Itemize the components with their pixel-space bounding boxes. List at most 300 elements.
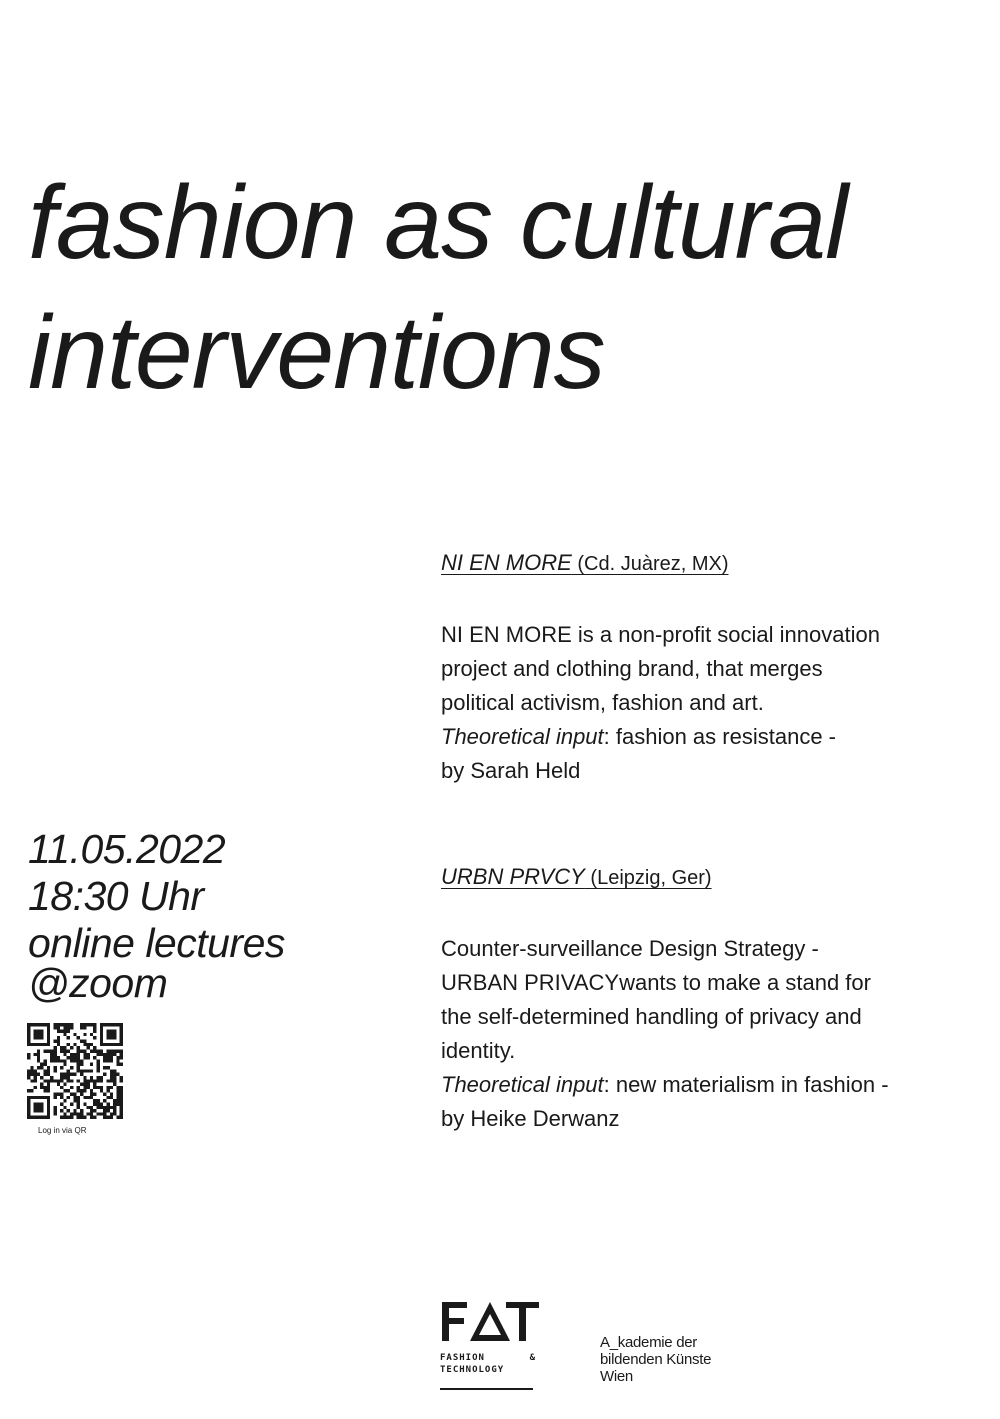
- qr-module: [77, 1112, 80, 1115]
- qr-module: [30, 1079, 33, 1082]
- qr-module: [73, 1056, 76, 1059]
- qr-module: [103, 1112, 106, 1115]
- qr-module: [110, 1059, 113, 1062]
- qr-module: [77, 1056, 80, 1059]
- description-line: identity.: [441, 1038, 516, 1063]
- qr-module: [30, 1023, 33, 1026]
- project-heading: [441, 860, 981, 895]
- akademie-line-2: bildenden Künste: [600, 1351, 712, 1368]
- qr-module: [50, 1076, 53, 1079]
- qr-module: [87, 1043, 90, 1046]
- speaker: by Heike Derwanz: [441, 1106, 620, 1131]
- qr-module: [120, 1112, 123, 1115]
- qr-module: [116, 1049, 119, 1052]
- qr-module: [97, 1063, 100, 1066]
- qr-module: [100, 1030, 103, 1033]
- qr-module: [103, 1023, 106, 1026]
- qr-module: [83, 1076, 86, 1079]
- qr-module: [27, 1043, 30, 1046]
- qr-module: [110, 1079, 113, 1082]
- project-location: (Cd. Juàrez, MX): [571, 553, 729, 575]
- event-format: online lectures: [28, 920, 285, 966]
- qr-module: [83, 1096, 86, 1099]
- qr-module: [47, 1099, 50, 1102]
- theoretical-input: [441, 1068, 981, 1102]
- qr-module: [67, 1076, 70, 1079]
- qr-module: [116, 1063, 119, 1066]
- qr-module: [63, 1023, 66, 1026]
- qr-module: [80, 1063, 83, 1066]
- qr-module: [120, 1116, 123, 1119]
- qr-module: [90, 1109, 93, 1112]
- qr-module: [97, 1049, 100, 1052]
- theoretical-input-text: : fashion as resistance -: [603, 724, 836, 749]
- qr-module: [93, 1109, 96, 1112]
- qr-module: [120, 1109, 123, 1112]
- qr-module: [116, 1086, 119, 1089]
- qr-module: [67, 1026, 70, 1029]
- qr-module: [60, 1066, 63, 1069]
- qr-module: [113, 1069, 116, 1072]
- qr-module: [77, 1096, 80, 1099]
- qr-module: [67, 1116, 70, 1119]
- qr-module: [60, 1059, 63, 1062]
- qr-module: [27, 1053, 30, 1056]
- qr-module: [103, 1053, 106, 1056]
- qr-module: [113, 1083, 116, 1086]
- qr-module: [47, 1023, 50, 1026]
- qr-module: [70, 1102, 73, 1105]
- qr-module: [80, 1083, 83, 1086]
- qr-module: [83, 1102, 86, 1105]
- qr-module: [47, 1066, 50, 1069]
- qr-module: [116, 1102, 119, 1105]
- qr-module: [44, 1079, 47, 1082]
- qr-module: [113, 1023, 116, 1026]
- qr-module: [53, 1079, 56, 1082]
- qr-module: [106, 1086, 109, 1089]
- qr-module: [73, 1059, 76, 1062]
- title-line-2: interventions: [28, 295, 605, 411]
- qr-module: [106, 1102, 109, 1105]
- qr-module: [90, 1106, 93, 1109]
- qr-module: [34, 1086, 37, 1089]
- qr-module: [50, 1079, 53, 1082]
- qr-module: [93, 1056, 96, 1059]
- description-line: project and clothing brand, that merges: [441, 656, 823, 681]
- qr-module: [27, 1106, 30, 1109]
- qr-module: [27, 1069, 30, 1072]
- qr-module: [37, 1036, 40, 1039]
- qr-module: [120, 1063, 123, 1066]
- qr-module: [67, 1069, 70, 1072]
- qr-module: [93, 1046, 96, 1049]
- qr-module: [30, 1069, 33, 1072]
- qr-module: [34, 1030, 37, 1033]
- qr-module: [97, 1076, 100, 1079]
- qr-module: [40, 1116, 43, 1119]
- qr-module: [37, 1066, 40, 1069]
- qr-module: [110, 1069, 113, 1072]
- qr-module: [80, 1026, 83, 1029]
- qr-module: [67, 1023, 70, 1026]
- qr-module: [70, 1093, 73, 1096]
- qr-module: [34, 1109, 37, 1112]
- qr-module: [93, 1099, 96, 1102]
- qr-module: [116, 1056, 119, 1059]
- qr-module: [97, 1106, 100, 1109]
- qr-module: [106, 1059, 109, 1062]
- qr-module: [83, 1089, 86, 1092]
- qr-module: [110, 1036, 113, 1039]
- qr-module: [27, 1109, 30, 1112]
- qr-module: [63, 1083, 66, 1086]
- qr-module: [90, 1043, 93, 1046]
- qr-module: [100, 1033, 103, 1036]
- fat-logo-mark: [440, 1298, 540, 1344]
- qr-module: [120, 1056, 123, 1059]
- qr-module: [116, 1073, 119, 1076]
- qr-module: [60, 1046, 63, 1049]
- qr-module: [57, 1023, 60, 1026]
- qr-module: [67, 1096, 70, 1099]
- qr-module: [103, 1116, 106, 1119]
- qr-module: [63, 1053, 66, 1056]
- qr-module: [40, 1086, 43, 1089]
- qr-module: [63, 1076, 66, 1079]
- qr-module: [87, 1053, 90, 1056]
- qr-module: [77, 1099, 80, 1102]
- qr-module: [80, 1069, 83, 1072]
- qr-module: [110, 1116, 113, 1119]
- qr-module: [90, 1089, 93, 1092]
- qr-module: [93, 1083, 96, 1086]
- qr-module: [67, 1043, 70, 1046]
- qr-module: [60, 1102, 63, 1105]
- qr-module: [77, 1086, 80, 1089]
- qr-module: [113, 1053, 116, 1056]
- qr-module: [120, 1026, 123, 1029]
- qr-module: [110, 1043, 113, 1046]
- qr-module: [110, 1033, 113, 1036]
- qr-module: [77, 1102, 80, 1105]
- qr-module: [44, 1063, 47, 1066]
- qr-module: [83, 1083, 86, 1086]
- qr-module: [110, 1053, 113, 1056]
- qr-module: [60, 1030, 63, 1033]
- qr-module: [34, 1073, 37, 1076]
- qr-module: [90, 1112, 93, 1115]
- project-location: (Leipzig, Ger): [584, 867, 712, 889]
- qr-module: [97, 1069, 100, 1072]
- qr-module: [30, 1043, 33, 1046]
- qr-module: [77, 1036, 80, 1039]
- qr-module: [63, 1073, 66, 1076]
- qr-module: [80, 1049, 83, 1052]
- qr-module: [67, 1109, 70, 1112]
- qr-module: [37, 1033, 40, 1036]
- qr-module: [83, 1116, 86, 1119]
- qr-module: [73, 1073, 76, 1076]
- qr-module: [120, 1089, 123, 1092]
- qr-module: [47, 1079, 50, 1082]
- qr-module: [57, 1043, 60, 1046]
- qr-module: [110, 1049, 113, 1052]
- qr-module: [90, 1076, 93, 1079]
- qr-module: [110, 1086, 113, 1089]
- qr-module: [40, 1066, 43, 1069]
- qr-module: [67, 1073, 70, 1076]
- qr-module: [97, 1112, 100, 1115]
- qr-module: [44, 1086, 47, 1089]
- qr-module: [113, 1079, 116, 1082]
- qr-module: [87, 1096, 90, 1099]
- qr-module: [37, 1096, 40, 1099]
- qr-module: [103, 1099, 106, 1102]
- qr-module: [27, 1023, 30, 1026]
- qr-module: [57, 1079, 60, 1082]
- qr-module: [87, 1106, 90, 1109]
- qr-module: [93, 1116, 96, 1119]
- qr-module: [37, 1043, 40, 1046]
- qr-module: [53, 1056, 56, 1059]
- qr-module: [106, 1066, 109, 1069]
- qr-module: [50, 1059, 53, 1062]
- qr-module: [113, 1076, 116, 1079]
- qr-module: [47, 1030, 50, 1033]
- qr-module: [34, 1106, 37, 1109]
- qr-module: [80, 1059, 83, 1062]
- qr-module: [63, 1063, 66, 1066]
- qr-module: [34, 1076, 37, 1079]
- qr-module: [34, 1033, 37, 1036]
- qr-module: [40, 1023, 43, 1026]
- qr-module: [37, 1030, 40, 1033]
- qr-module: [40, 1102, 43, 1105]
- qr-module: [97, 1102, 100, 1105]
- qr-module: [90, 1033, 93, 1036]
- qr-module: [70, 1086, 73, 1089]
- qr-module: [80, 1040, 83, 1043]
- qr-module: [47, 1089, 50, 1092]
- title-line-1: fashion as cultural: [28, 165, 848, 281]
- qr-module: [67, 1056, 70, 1059]
- qr-module: [53, 1093, 56, 1096]
- qr-module: [60, 1093, 63, 1096]
- qr-module: [30, 1066, 33, 1069]
- qr-module: [27, 1026, 30, 1029]
- qr-module: [116, 1093, 119, 1096]
- event-platform: @zoom: [28, 960, 168, 1006]
- qr-module: [93, 1102, 96, 1105]
- qr-module: [77, 1066, 80, 1069]
- qr-module: [53, 1040, 56, 1043]
- qr-module: [30, 1073, 33, 1076]
- qr-module: [63, 1059, 66, 1062]
- qr-module: [120, 1076, 123, 1079]
- fat-logo-text: [440, 1352, 536, 1376]
- qr-module: [27, 1033, 30, 1036]
- qr-module: [50, 1049, 53, 1052]
- qr-module: [63, 1112, 66, 1115]
- qr-module: [47, 1109, 50, 1112]
- qr-module: [100, 1086, 103, 1089]
- qr-module: [70, 1046, 73, 1049]
- qr-module: [103, 1059, 106, 1062]
- poster-title: [28, 158, 847, 418]
- qr-module: [87, 1056, 90, 1059]
- qr-module: [70, 1066, 73, 1069]
- qr-module: [106, 1023, 109, 1026]
- qr-module: [100, 1026, 103, 1029]
- qr-module: [44, 1096, 47, 1099]
- qr-module: [87, 1023, 90, 1026]
- qr-module: [44, 1116, 47, 1119]
- qr-module: [30, 1089, 33, 1092]
- qr-module: [60, 1079, 63, 1082]
- qr-module: [63, 1106, 66, 1109]
- qr-module: [113, 1036, 116, 1039]
- event-date: 11.05.2022: [28, 826, 226, 872]
- qr-module: [47, 1102, 50, 1105]
- qr-module: [77, 1116, 80, 1119]
- qr-module: [60, 1086, 63, 1089]
- qr-module: [103, 1109, 106, 1112]
- qr-module: [57, 1036, 60, 1039]
- qr-module: [47, 1036, 50, 1039]
- qr-module: [63, 1089, 66, 1092]
- qr-module: [93, 1036, 96, 1039]
- qr-module: [110, 1023, 113, 1026]
- qr-module: [37, 1049, 40, 1052]
- qr-module: [47, 1043, 50, 1046]
- qr-module: [27, 1056, 30, 1059]
- qr-module: [116, 1089, 119, 1092]
- qr-module: [47, 1069, 50, 1072]
- project-description: [441, 932, 981, 1136]
- qr-module: [60, 1109, 63, 1112]
- qr-module: [47, 1106, 50, 1109]
- qr-module: [70, 1053, 73, 1056]
- qr-module: [30, 1116, 33, 1119]
- qr-module: [44, 1023, 47, 1026]
- qr-module: [106, 1109, 109, 1112]
- speaker: by Sarah Held: [441, 758, 581, 783]
- project-name: URBN PRVCY: [441, 864, 585, 889]
- qr-module: [93, 1093, 96, 1096]
- qr-module: [57, 1026, 60, 1029]
- qr-module: [80, 1112, 83, 1115]
- qr-module: [60, 1073, 63, 1076]
- qr-module: [77, 1059, 80, 1062]
- qr-module: [57, 1040, 60, 1043]
- qr-module: [53, 1046, 56, 1049]
- zoom-qr-code[interactable]: [27, 1023, 123, 1119]
- qr-module: [103, 1043, 106, 1046]
- qr-module: [83, 1040, 86, 1043]
- qr-module: [57, 1059, 60, 1062]
- qr-module: [63, 1099, 66, 1102]
- qr-module: [100, 1089, 103, 1092]
- qr-module: [63, 1046, 66, 1049]
- qr-module: [77, 1079, 80, 1082]
- qr-module: [53, 1112, 56, 1115]
- qr-module: [83, 1023, 86, 1026]
- qr-module: [90, 1023, 93, 1026]
- qr-module: [120, 1079, 123, 1082]
- qr-module: [37, 1056, 40, 1059]
- qr-module: [116, 1096, 119, 1099]
- qr-module: [106, 1079, 109, 1082]
- qr-module: [63, 1033, 66, 1036]
- fat-word-technology: TECHNOLOGY: [440, 1365, 505, 1375]
- qr-module: [110, 1073, 113, 1076]
- qr-module: [67, 1030, 70, 1033]
- qr-module: [70, 1059, 73, 1062]
- qr-module: [106, 1056, 109, 1059]
- qr-module: [47, 1033, 50, 1036]
- qr-module: [77, 1063, 80, 1066]
- qr-caption: Log in via QR: [38, 1126, 87, 1135]
- description-line: the self-determined handling of privacy and: [441, 1004, 862, 1029]
- qr-module: [47, 1026, 50, 1029]
- qr-module: [83, 1069, 86, 1072]
- qr-module: [27, 1112, 30, 1115]
- qr-module: [37, 1023, 40, 1026]
- qr-module: [44, 1069, 47, 1072]
- qr-module: [44, 1073, 47, 1076]
- qr-module: [90, 1063, 93, 1066]
- project-name: NI EN MORE: [441, 550, 572, 575]
- qr-module: [34, 1116, 37, 1119]
- qr-module: [44, 1043, 47, 1046]
- qr-module: [106, 1033, 109, 1036]
- qr-module: [37, 1116, 40, 1119]
- theoretical-input-label: Theoretical input: [441, 1072, 604, 1097]
- qr-module: [53, 1109, 56, 1112]
- qr-module: [27, 1076, 30, 1079]
- qr-module: [80, 1073, 83, 1076]
- qr-module: [40, 1043, 43, 1046]
- qr-module: [47, 1073, 50, 1076]
- qr-module: [83, 1079, 86, 1082]
- qr-module: [67, 1036, 70, 1039]
- qr-module: [120, 1033, 123, 1036]
- qr-module: [57, 1093, 60, 1096]
- qr-module: [113, 1109, 116, 1112]
- qr-module: [40, 1109, 43, 1112]
- qr-module: [106, 1106, 109, 1109]
- qr-module: [97, 1099, 100, 1102]
- akademie-line-3: Wien: [600, 1368, 633, 1385]
- qr-module: [93, 1079, 96, 1082]
- qr-module: [113, 1033, 116, 1036]
- qr-module: [106, 1049, 109, 1052]
- qr-module: [87, 1069, 90, 1072]
- fat-word-fashion: FASHION: [440, 1353, 485, 1363]
- qr-module: [120, 1040, 123, 1043]
- qr-module: [100, 1053, 103, 1056]
- theoretical-input: [441, 720, 981, 754]
- qr-module: [120, 1043, 123, 1046]
- qr-module: [100, 1040, 103, 1043]
- qr-module: [67, 1049, 70, 1052]
- qr-module: [50, 1053, 53, 1056]
- description-line: NI EN MORE is a non-profit social innovation: [441, 622, 880, 647]
- qr-module: [44, 1049, 47, 1052]
- qr-module: [116, 1116, 119, 1119]
- qr-module: [53, 1026, 56, 1029]
